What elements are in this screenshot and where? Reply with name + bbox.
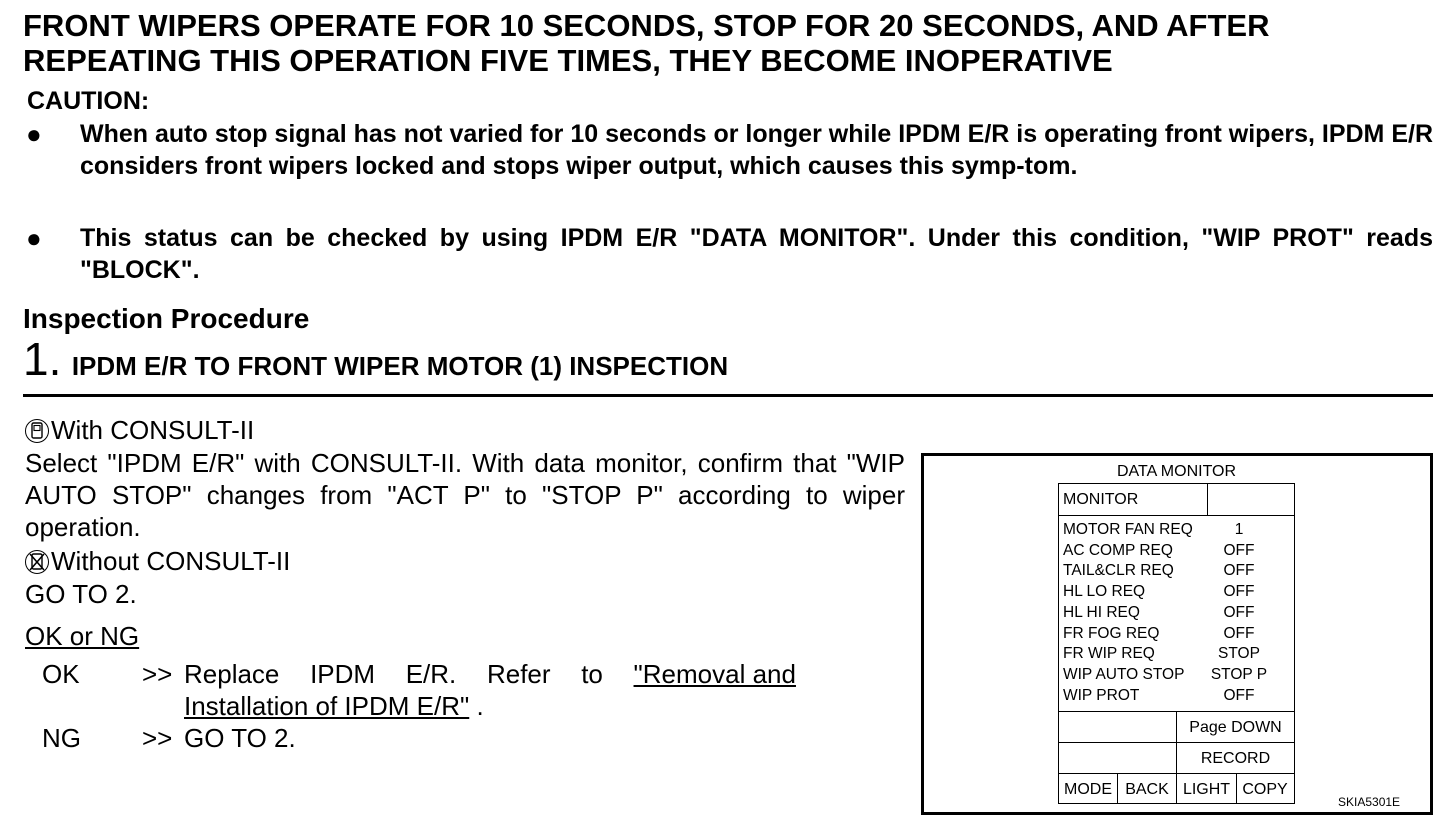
inspection-heading: Inspection Procedure xyxy=(23,303,310,334)
caution-bullet xyxy=(23,222,1433,286)
header-divider xyxy=(1207,483,1208,516)
monitor-item: FR FOG REQ xyxy=(1063,624,1160,642)
ok-label: OK xyxy=(42,659,80,689)
bullet-dot-icon: ● xyxy=(26,119,42,149)
step-number: 1. xyxy=(23,333,62,385)
removal-installation-link[interactable]: "Removal and xyxy=(633,659,796,689)
without-consult-line xyxy=(25,545,290,577)
caution-bullet-text: When auto stop signal has not varied for 10 seconds or longer while IPDM E/R is operating front wipers, IPDM E/R considers front wipers locked and stops wiper output, which causes this symp-tom. xyxy=(80,120,1433,180)
ok-arrow: >> xyxy=(142,659,173,689)
mode-button[interactable]: MODE xyxy=(1064,781,1112,798)
figure-id: SKIA5301E xyxy=(1338,795,1401,809)
without-consult-text: Without CONSULT-II xyxy=(51,546,291,576)
consult-tester-icon xyxy=(25,419,49,443)
copy-button[interactable]: COPY xyxy=(1242,781,1288,798)
monitor-item: MOTOR FAN REQ xyxy=(1063,521,1193,538)
monitor-value: OFF xyxy=(1223,624,1255,642)
monitor-value: OFF xyxy=(1223,686,1255,704)
ok-or-ng-heading: OK or NG xyxy=(25,621,140,651)
ng-action: GO TO 2. xyxy=(184,723,296,753)
monitor-value: OFF xyxy=(1223,583,1255,601)
monitor-value: OFF xyxy=(1223,603,1255,621)
monitor-value: OFF xyxy=(1223,541,1255,559)
monitor-item: HL LO REQ xyxy=(1063,583,1146,601)
step-heading xyxy=(23,334,728,384)
page-title: FRONT WIPERS OPERATE FOR 10 SECONDS, STOP FOR 20 SECONDS, AND AFTER REPEATING THIS OPERATION FIVE TIMES, THEY BECOME INOPERATIVE xyxy=(23,8,1270,78)
with-consult-text: With CONSULT-II xyxy=(51,415,255,445)
monitor-value: STOP P xyxy=(1210,665,1268,683)
page-down-button[interactable]: Page DOWN xyxy=(1189,719,1282,736)
ok-word: E/R. xyxy=(405,659,457,689)
caution-label: CAUTION: xyxy=(27,87,150,115)
monitor-item: AC COMP REQ xyxy=(1063,541,1173,559)
monitor-item: TAIL&CLR REQ xyxy=(1063,562,1174,580)
monitor-header: MONITOR xyxy=(1063,491,1139,508)
header-rule xyxy=(1058,515,1295,516)
step-title: IPDM E/R TO FRONT WIPER MOTOR (1) INSPECTION xyxy=(71,351,729,381)
ok-word: Refer xyxy=(486,659,551,689)
ok-period: . xyxy=(469,691,484,721)
record-button[interactable]: RECORD xyxy=(1200,750,1271,767)
with-consult-line xyxy=(25,414,254,446)
ok-word: IPDM xyxy=(310,659,376,689)
goto-step: GO TO 2. xyxy=(25,579,137,609)
ok-word: to xyxy=(581,659,603,689)
monitor-item: FR WIP REQ xyxy=(1063,645,1155,663)
ok-action xyxy=(184,658,796,722)
bullet-dot-icon: ● xyxy=(26,223,42,253)
section-divider xyxy=(23,394,1433,397)
monitor-value: STOP xyxy=(1218,645,1260,663)
select-instructions: Select "IPDM E/R" with CONSULT-II. With data monitor, confirm that "WIP AUTO STOP" changes from "ACT P" to "STOP P" according to wiper operation. xyxy=(25,448,905,542)
monitor-value: 1 xyxy=(1234,521,1244,538)
data-monitor-title: DATA MONITOR xyxy=(1116,463,1237,480)
light-button[interactable]: LIGHT xyxy=(1182,781,1231,798)
monitor-value: OFF xyxy=(1223,562,1255,580)
caution-bullet-text: This status can be checked by using IPDM E/R "DATA MONITOR". Under this condition, "WIP PROT" reads "BLOCK". xyxy=(80,224,1433,284)
back-button[interactable]: BACK xyxy=(1125,781,1169,798)
ok-word: Replace xyxy=(184,659,280,689)
ng-arrow: >> xyxy=(142,723,173,753)
no-consult-tester-icon xyxy=(25,550,49,574)
removal-installation-link-cont[interactable]: Installation of IPDM E/R" xyxy=(184,691,470,721)
monitor-item: HL HI REQ xyxy=(1063,603,1140,621)
monitor-item: WIP PROT xyxy=(1063,686,1140,704)
ng-label: NG xyxy=(42,723,81,753)
monitor-item: WIP AUTO STOP xyxy=(1063,665,1185,683)
caution-bullet xyxy=(23,118,1433,182)
